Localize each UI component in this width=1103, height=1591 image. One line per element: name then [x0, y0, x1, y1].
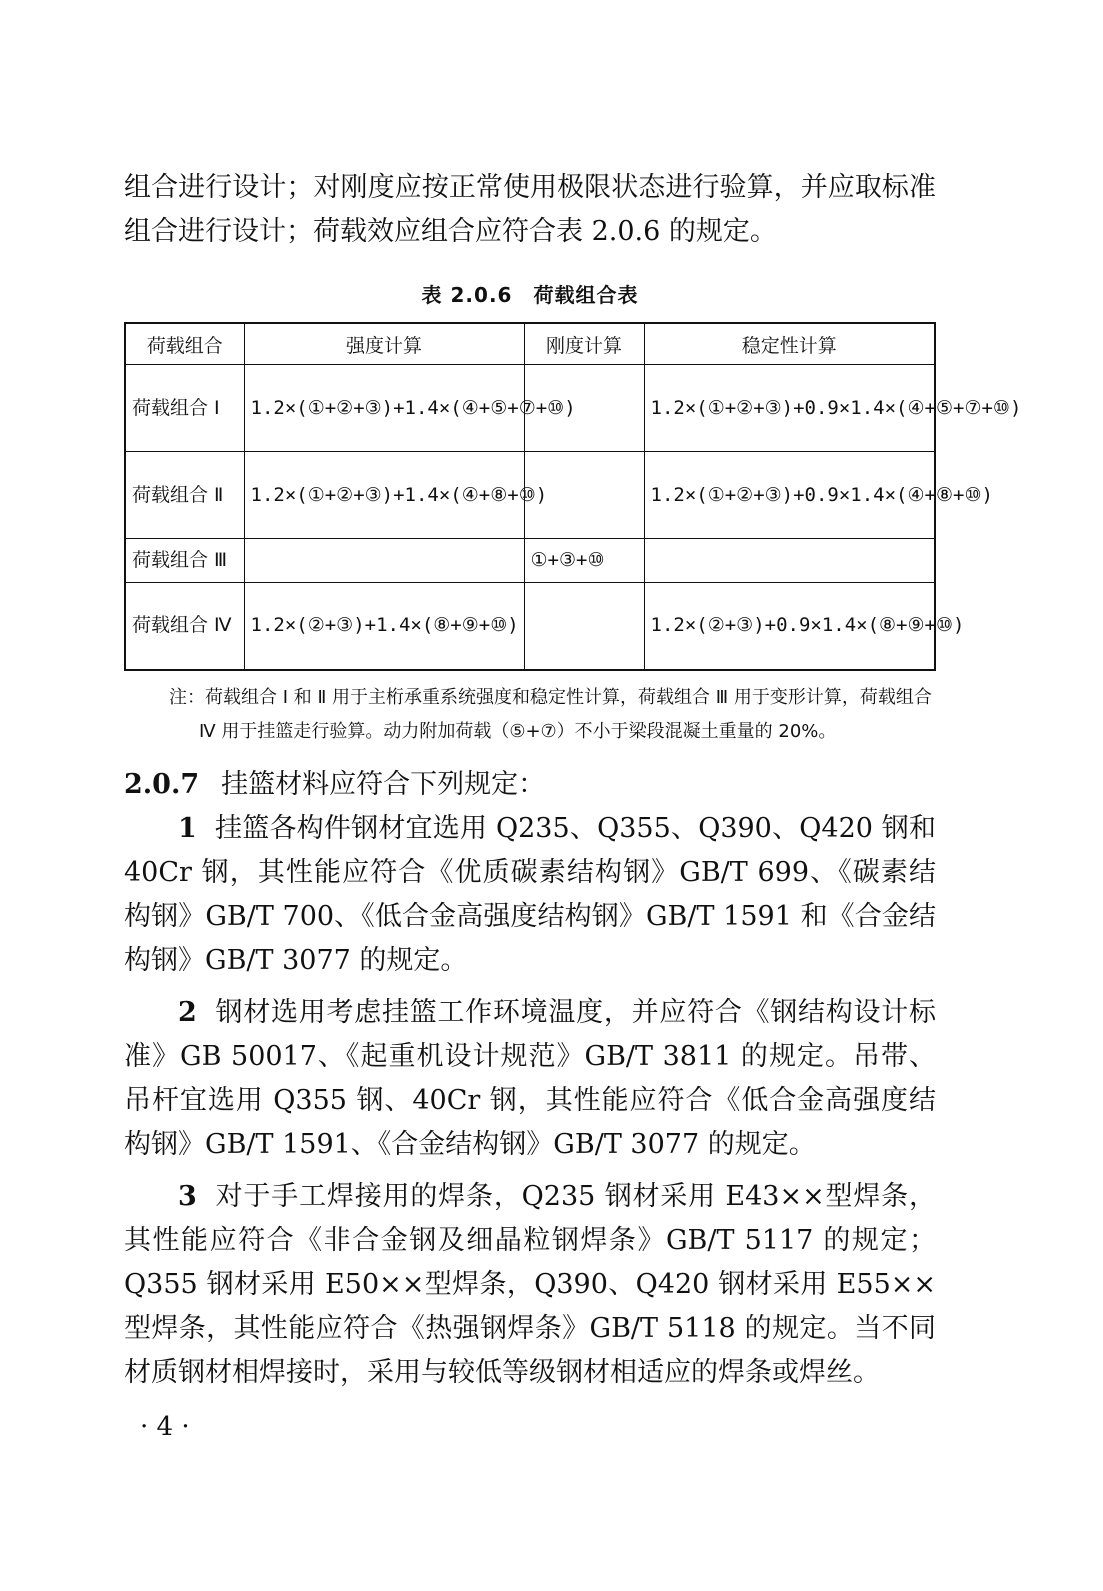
col-header-strength: 强度计算: [244, 323, 524, 365]
page-number: · 4 ·: [140, 1412, 190, 1442]
col-header-combination: 荷载组合: [125, 323, 244, 365]
table-row: [125, 365, 935, 452]
stability-formula: 1.2×(①+②+③)+0.9×1.4×(④+⑧+⑩): [644, 452, 935, 539]
strength-formula: 1.2×(①+②+③)+1.4×(④+⑤+⑦+⑩): [244, 365, 524, 452]
clause-title: 挂篮材料应符合下列规定：: [221, 768, 546, 800]
clause-item: [124, 1175, 936, 1395]
item-number: 2: [178, 996, 197, 1028]
document-page: [124, 166, 1022, 1395]
item-text: 挂篮各构件钢材宜选用 Q235、Q355、Q390、Q420 钢和 40Cr 钢，其性能应符合《优质碳素结构钢》GB/T 699、《碳素结构钢》GB/T 700、《低合金高强度结构钢》GB/T 1591 和《合金结构钢》GB/T 3077 的规定。: [124, 812, 936, 976]
row-name: 荷载组合 Ⅱ: [125, 452, 244, 539]
stiffness-formula: ①+③+⑩: [524, 539, 644, 583]
item-number: 1: [178, 812, 197, 844]
clause-item: [124, 991, 936, 1167]
row-name: 荷载组合 Ⅲ: [125, 539, 244, 583]
table-row: [125, 539, 935, 583]
item-number: 3: [178, 1180, 197, 1212]
col-header-stability: 稳定性计算: [644, 323, 935, 365]
stability-formula: [644, 539, 935, 583]
stiffness-formula: [524, 583, 644, 670]
table-row: [125, 583, 935, 670]
table-caption: 表 2.0.6 荷载组合表: [421, 283, 639, 307]
table-note: 注：荷载组合 Ⅰ 和 Ⅱ 用于主桁承重系统强度和稳定性计算，荷载组合 Ⅲ 用于变形计算，荷载组合 Ⅳ 用于挂篮走行验算。动力附加荷载（⑤+⑦）不小于梁段混凝土重量的 20%。: [169, 686, 932, 742]
clause-heading: [124, 763, 936, 807]
clause-item: [124, 807, 936, 983]
row-name: 荷载组合 Ⅰ: [125, 365, 244, 452]
row-name: 荷载组合 Ⅳ: [125, 583, 244, 670]
load-combination-table: [124, 322, 1022, 671]
item-text: 对于手工焊接用的焊条，Q235 钢材采用 E43××型焊条，其性能应符合《非合金钢及细晶粒钢焊条》GB/T 5117 的规定；Q355 钢材采用 E50××型焊条，Q390、Q420 钢材采用 E55××型焊条，其性能应符合《热强钢焊条》GB/T 5118 的规定。当不同材质钢材相焊接时，采用与较低等级钢材相适应的焊条或焊丝。: [124, 1180, 936, 1388]
strength-formula: 1.2×(②+③)+1.4×(⑧+⑨+⑩): [244, 583, 524, 670]
intro-paragraph: 组合进行设计；对刚度应按正常使用极限状态进行验算，并应取标准组合进行设计；荷载效应组合应符合表 2.0.6 的规定。: [124, 172, 936, 247]
strength-formula: [244, 539, 524, 583]
table-header-row: [125, 323, 935, 365]
clause-number: 2.0.7: [124, 768, 200, 800]
item-text: 钢材选用考虑挂篮工作环境温度，并应符合《钢结构设计标准》GB 50017、《起重机设计规范》GB/T 3811 的规定。吊带、吊杆宜选用 Q355 钢、40Cr 钢，其性能应符合《低合金高强度结构钢》GB/T 1591、《合金结构钢》GB/T 3077 的规定。: [124, 996, 936, 1160]
stability-formula: 1.2×(①+②+③)+0.9×1.4×(④+⑤+⑦+⑩): [644, 365, 935, 452]
stability-formula: 1.2×(②+③)+0.9×1.4×(⑧+⑨+⑩): [644, 583, 935, 670]
table-row: [125, 452, 935, 539]
col-header-stiffness: 刚度计算: [524, 323, 644, 365]
strength-formula: 1.2×(①+②+③)+1.4×(④+⑧+⑩): [244, 452, 524, 539]
